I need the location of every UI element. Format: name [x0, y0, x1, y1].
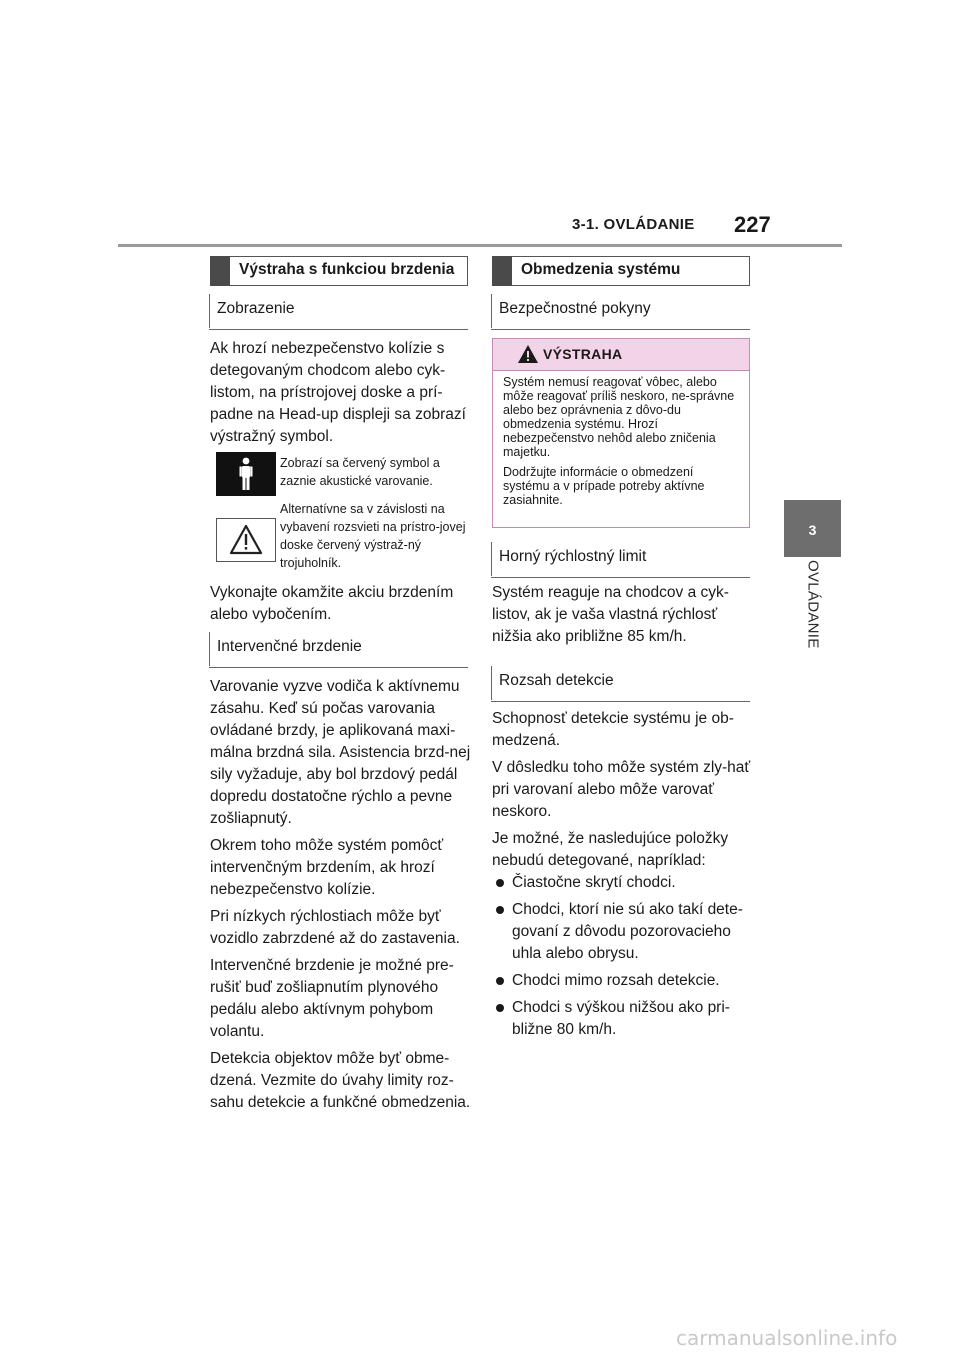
subheading-display [209, 294, 468, 328]
list-item: Chodci, ktorí nie sú ako takí dete-govaní z dôvodu pozorovacieho uhla alebo obrysu. [494, 899, 756, 965]
section-header: 3-1. OVLÁDANIE [572, 216, 695, 233]
chapter-label [784, 560, 841, 660]
list-item: Chodci mimo rozsah detekcie. [494, 970, 756, 992]
bullet-list [494, 872, 756, 1046]
icon-description-triangle: Alternatívne sa v závislosti na vybavení rozsvieti na prístro-jovej doske červený výstraž-ný trojuholník. [280, 502, 466, 570]
subheading-text: Horný rýchlostný limit [499, 548, 647, 565]
paragraph-display-intro: Ak hrozí nebezpečenstvo kolízie s detegovaným chodcom alebo cyk-listom, na prístrojovej doske a prí-padne na Head-up displeji sa zobrazí výstražný symbol. [210, 340, 466, 445]
subheading-text: Bezpečnostné pokyny [499, 300, 651, 317]
section-title-braking [210, 256, 468, 286]
chapter-label-text: OVLÁDANIE [804, 560, 821, 649]
section-title-bar [492, 256, 512, 286]
section-title-text: Výstraha s funkciou brzdenia [239, 261, 455, 278]
list-item: Chodci s výškou nižšou ako pri-bližne 80 km/h. [494, 997, 756, 1041]
section-title-limitations [492, 256, 750, 286]
subheading-safety [491, 294, 750, 328]
list-item: Čiastočne skrytí chodci. [494, 872, 756, 894]
warning-body: Systém nemusí reagovať vôbec, alebo môže reagovať príliš neskoro, ne-správne alebo bez oprávnenia z dôvo-du obmedzenia systému. Hrozí nebezpečenstvo nehôd alebo zničenia majetku. Dodržujte informácie o obmedzení systému a v prípade potreby aktívne zasiahnite. [503, 375, 735, 507]
watermark: carmanualsonline.info [676, 1326, 898, 1350]
subheading-intervention [209, 632, 468, 666]
section-title-text: Obmedzenia systému [521, 261, 681, 278]
subheading-speed-limit [491, 542, 750, 576]
section-title-bar [210, 256, 230, 286]
subheading-detection-range [491, 666, 750, 700]
pedestrian-warning-icon [216, 452, 276, 496]
paragraph-speed: Systém reaguje na chodcov a cyk-listov, ak je vaša vlastná rýchlosť nižšia ako približne 85 km/h. [492, 584, 729, 645]
subheading-text: Intervenčné brzdenie [217, 638, 362, 655]
subheading-text: Rozsah detekcie [499, 672, 614, 689]
page-number: 227 [734, 212, 771, 237]
warning-title: VÝSTRAHA [543, 346, 623, 362]
warning-triangle-icon [216, 518, 276, 562]
warning-header [493, 339, 749, 371]
icon-description-pedestrian: Zobrazí sa červený symbol a zaznie akustické varovanie. [280, 456, 440, 488]
warning-icon [517, 344, 539, 364]
paragraphs-detection: Schopnosť detekcie systému je ob-medzená. V dôsledku toho môže systém zly-hať pri varovaní alebo môže varovať neskoro. Je možné, že nasledujúce položky nebudú detegované, napríklad: [492, 710, 751, 869]
chapter-tab: 3 [784, 500, 841, 557]
warning-box [492, 338, 750, 528]
header-rule [118, 244, 842, 247]
paragraph-act: Vykonajte okamžite akciu brzdením alebo vybočením. [210, 584, 454, 623]
subheading-text: Zobrazenie [217, 300, 295, 317]
paragraphs-intervention: Varovanie vyzve vodiča k aktívnemu zásahu. Keď sú počas varovania ovládané brzdy, je aplikovaná maxi-málna brzdná sila. Asistencia brzd-nej sily vyžaduje, aby bol brzdový pedál dopredu dostatočne rýchlo a pevne zošliapnutý. Okrem toho môže systém pomôcť intervenčným brzdením, ak hrozí nebezpečenstvo kolízie. Pri nízkych rýchlostiach môže byť vozidlo zabrzdené až do zastavenia. Intervenčné brzdenie je možné pre-rušiť buď zošliapnutím plynového pedálu alebo aktívnym pohybom volantu. Detekcia objektov môže byť obme-dzená. Vezmite do úvahy limity roz-sahu detekcie a funkčné obmedzenia. [210, 678, 471, 1111]
